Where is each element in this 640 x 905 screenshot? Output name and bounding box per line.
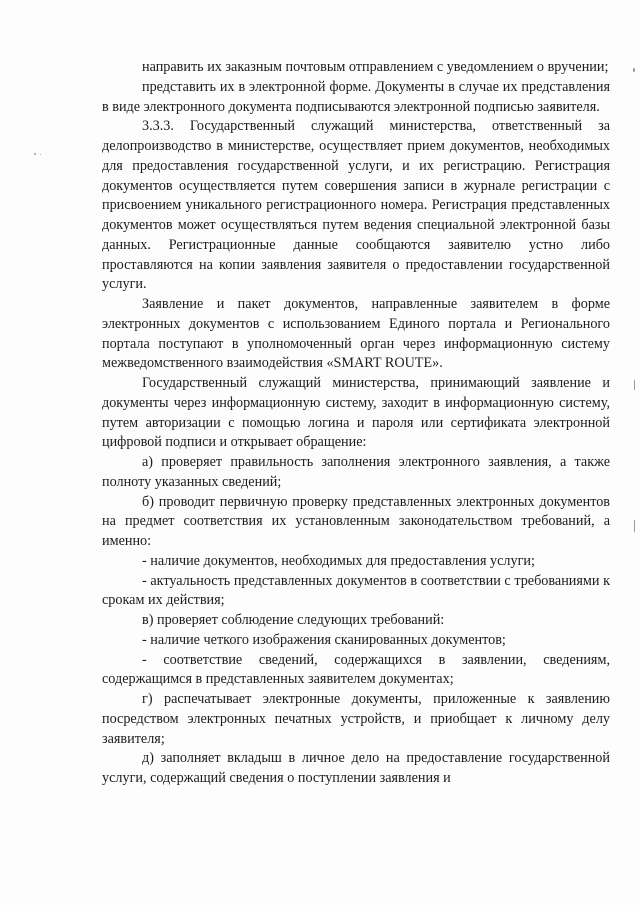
paragraph-item-b: б) проводит первичную проверку представленных электронных документов на предмет соответствия их установленным законодательством требований, а именно: bbox=[102, 493, 610, 549]
paragraph-dash-correspondence: - соответствие сведений, содержащихся в заявлении, сведениям, содержащимся в представленных заявителем документах; bbox=[102, 651, 610, 688]
paragraph-item-d: д) заполняет вкладыш в личное дело на предоставление государственной услуги, содержащий сведения о поступлении заявления и bbox=[102, 750, 610, 786]
scan-speck bbox=[40, 154, 41, 155]
paragraph-3-3-3: 3.3.3. Государственный служащий министерства, ответственный за делопроизводство в министерстве, осуществляет прием документов, необходимых для предоставления государственной услуги, и их регистрацию. Регистрация документов осуществляется путем совершения записи в журнале регистрации с присвоением уникального регистрационного номера. Регистрация представленных документов может осуществляться путем ведения специальной электронной базы данных. Регистрационные данные сообщаются заявителю устно либо проставляются на копии заявления заявителя о предоставлении государственной услуги. bbox=[102, 118, 610, 293]
scan-speck bbox=[634, 380, 635, 390]
scan-speck bbox=[633, 68, 635, 72]
scan-speck bbox=[634, 520, 635, 532]
paragraph-item-v: в) проверяет соблюдение следующих требований: bbox=[142, 612, 445, 628]
paragraph-item-a: а) проверяет правильность заполнения электронного заявления, а также полноту указанных сведений; bbox=[102, 454, 610, 490]
paragraph-dash-relevance: - актуальность представленных документов в соответствии с требованиями к срокам их действия; bbox=[102, 572, 610, 609]
paragraph-item-g: г) распечатывает электронные документы, приложенные к заявлению посредством электронных печатных устройств, и приобщает к личному делу заявителя; bbox=[102, 691, 610, 747]
paragraph-servant-opens-request: Государственный служащий министерства, принимающий заявление и документы через информационную систему, заходит в информационную систему, путем авторизации с помощью логина и пароля или сертификата электронной цифровой подписи и открывает обращение: bbox=[102, 375, 610, 451]
paragraph-smart-route: Заявление и пакет документов, направленные заявителем в форме электронных документов с использованием Единого портала и Регионального портала поступают в уполномоченный орган через информационную систему межведомственного взаимодействия «SMART ROUTE». bbox=[102, 296, 610, 372]
paragraph-dash-documents: - наличие документов, необходимых для предоставления услуги; bbox=[142, 552, 535, 569]
paragraph-dash-clear-image: - наличие четкого изображения сканированных документов; bbox=[142, 631, 506, 648]
scan-speck bbox=[34, 153, 36, 155]
paragraph-send-by-mail: направить их заказным почтовым отправлением с уведомлением о вручении; bbox=[142, 59, 609, 75]
document-body bbox=[102, 58, 610, 789]
paragraph-electronic-form: представить их в электронной форме. Документы в случае их представления в виде электронного документа подписываются электронной подписью заявителя. bbox=[102, 78, 610, 115]
